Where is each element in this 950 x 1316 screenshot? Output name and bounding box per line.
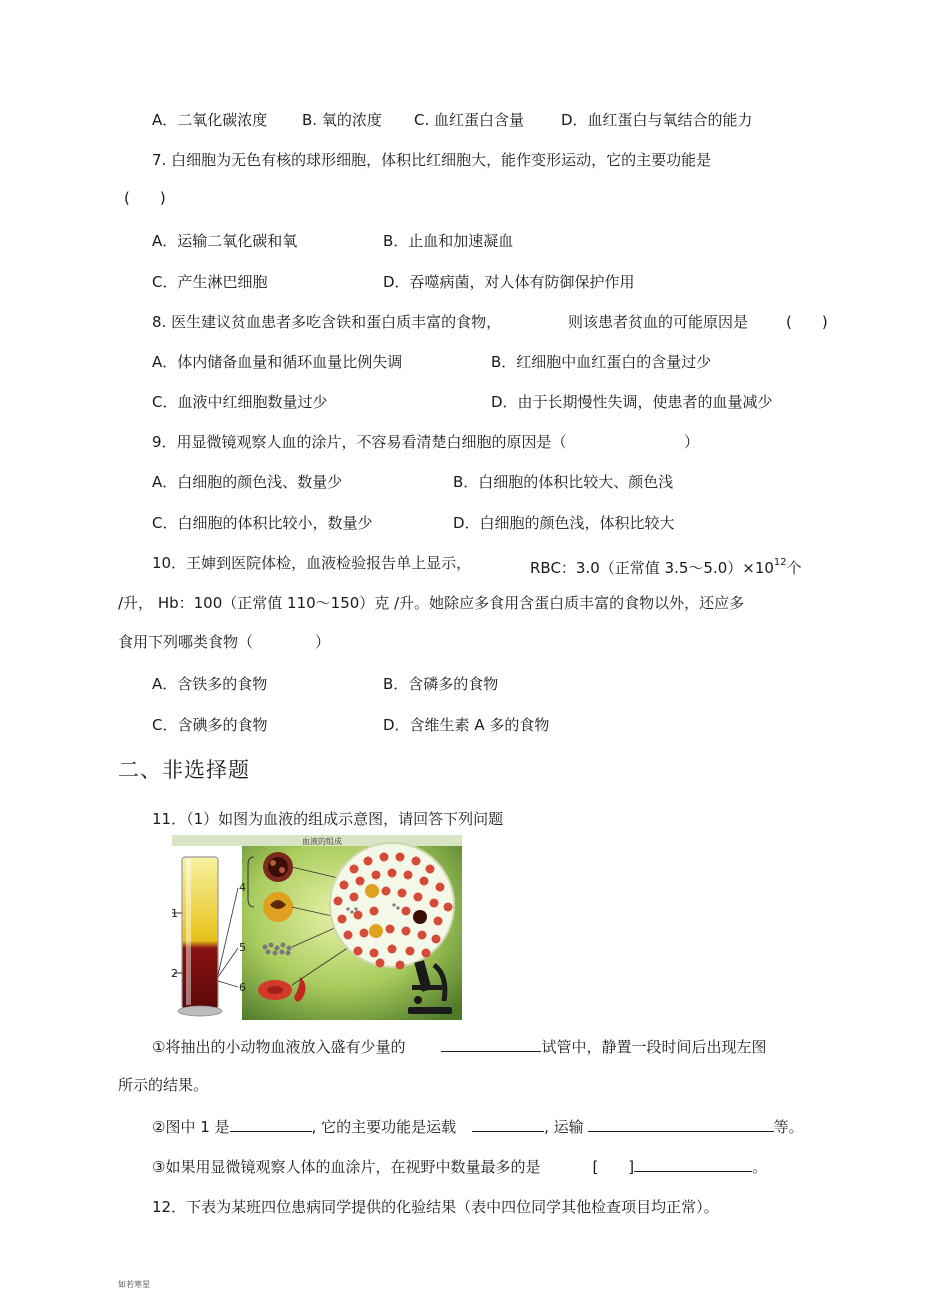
q8-stem-2: 则该患者贫血的可能原因是 [568, 313, 749, 331]
q11-s1-cont: 所示的结果。 [118, 1076, 209, 1094]
q11-s2-blank-2[interactable] [472, 1115, 544, 1132]
q11-s1-blank[interactable] [441, 1035, 541, 1052]
figure-label-1: 1 [171, 907, 178, 920]
q10-stem-b [530, 553, 802, 578]
q8-paren: ( ) [786, 313, 828, 331]
q11-s1-b: 试管中，静置一段时间后出现左图 [541, 1038, 767, 1056]
q9-option-a: A．白细胞的颜色浅、数量少 [152, 473, 343, 491]
q9-option-c: C．白细胞的体积比较小，数量少 [152, 514, 373, 532]
q10-paren-close: ） [315, 633, 331, 651]
q8-option-d: D．由于长期慢性失调，使患者的血量减少 [491, 393, 773, 411]
q10-line-2: /升， Hb：100（正常值 110～150）克 /升。她除应多食用含蛋白质丰富的食物以外，还应多 [118, 594, 745, 612]
q8-option-a: A．体内储备血量和循环血量比例失调 [152, 353, 403, 371]
q11-s3-bracket: [ ] [592, 1158, 635, 1176]
figure-label-4: 4 [239, 881, 246, 894]
q6-option-d: D．血红蛋白与氧结合的能力 [561, 111, 753, 129]
figure-label-5: 5 [239, 941, 246, 954]
q6-option-b: B. 氧的浓度 [302, 111, 382, 129]
q10-unit: 个 [786, 559, 802, 577]
q10-exponent: 12 [773, 557, 787, 568]
q11-s2-b: , 它的主要功能是运载 [311, 1118, 457, 1136]
q7-paren: ( ) [124, 189, 166, 207]
microscope-field [330, 843, 454, 970]
blood-composition-figure [172, 835, 462, 1020]
q11-s2-d: 等。 [773, 1118, 804, 1136]
q11-s1 [152, 1035, 766, 1057]
q10-option-b: B．含磷多的食物 [383, 675, 499, 693]
q8-stem: 8. 医生建议贫血患者多吃含铁和蛋白质丰富的食物， [152, 313, 502, 331]
test-tube [178, 857, 222, 1016]
q7-stem: 7. 白细胞为无色有核的球形细胞，体积比红细胞大，能作变形运动，它的主要功能是 [152, 151, 712, 169]
q9-paren-close: ） [684, 433, 700, 451]
figure-label-2: 2 [171, 967, 178, 980]
q10-option-d: D．含维生素 A 多的食物 [383, 716, 550, 734]
q7-option-d: D．吞噬病菌，对人体有防御保护作用 [383, 273, 635, 291]
q9-stem: 9．用显微镜观察人血的涂片，不容易看清楚白细胞的原因是（ [152, 433, 567, 451]
q8-option-c: C．血液中红细胞数量过少 [152, 393, 328, 411]
q11-s3-c: 。 [752, 1158, 768, 1176]
figure-label-6: 6 [239, 981, 246, 994]
page-footer: 如若寒星 [118, 1280, 150, 1289]
q7-option-b: B．止血和加速凝血 [383, 232, 514, 250]
q11-s3-blank[interactable] [634, 1155, 752, 1172]
q10-stem-a: 10．王婶到医院体检，血液检验报告单上显示， [152, 554, 472, 572]
q11-stem: 11．（1）如图为血液的组成示意图，请回答下列问题 [152, 810, 504, 828]
q12-stem: 12．下表为某班四位患病同学提供的化验结果（表中四位同学其他检查项目均正常）。 [152, 1198, 719, 1216]
q7-option-a: A．运输二氧化碳和氧 [152, 232, 298, 250]
q9-option-b: B．白细胞的体积比较大、颜色浅 [453, 473, 674, 491]
q7-option-c: C．产生淋巴细胞 [152, 273, 268, 291]
q9-option-d: D．白细胞的颜色浅，体积比较大 [453, 514, 675, 532]
q11-s2-a: ②图中 1 是 [152, 1118, 230, 1136]
q11-s2 [152, 1115, 804, 1137]
q6-option-c: C. 血红蛋白含量 [414, 111, 525, 129]
q11-s1-a: ①将抽出的小动物血液放入盛有少量的 [152, 1038, 406, 1056]
q11-s2-c: , 运输 [544, 1118, 584, 1136]
q6-option-a: A．二氧化碳浓度 [152, 111, 268, 129]
figure-title: 血液的组成 [302, 837, 342, 846]
section-2-heading: 二、非选择题 [118, 758, 250, 782]
q8-option-b: B．红细胞中血红蛋白的含量过少 [491, 353, 712, 371]
q11-s3-a: ③如果用显微镜观察人体的血涂片，在视野中数量最多的是 [152, 1158, 541, 1176]
q11-s2-blank-1[interactable] [230, 1115, 312, 1132]
q10-line-3: 食用下列哪类食物（ [118, 633, 254, 651]
q11-s3 [152, 1155, 767, 1177]
q11-s2-blank-3[interactable] [588, 1115, 774, 1132]
q10-rbc-text: RBC：3.0（正常值 3.5～5.0）×10 [530, 559, 774, 577]
q10-option-c: C．含碘多的食物 [152, 716, 268, 734]
q10-option-a: A．含铁多的食物 [152, 675, 268, 693]
